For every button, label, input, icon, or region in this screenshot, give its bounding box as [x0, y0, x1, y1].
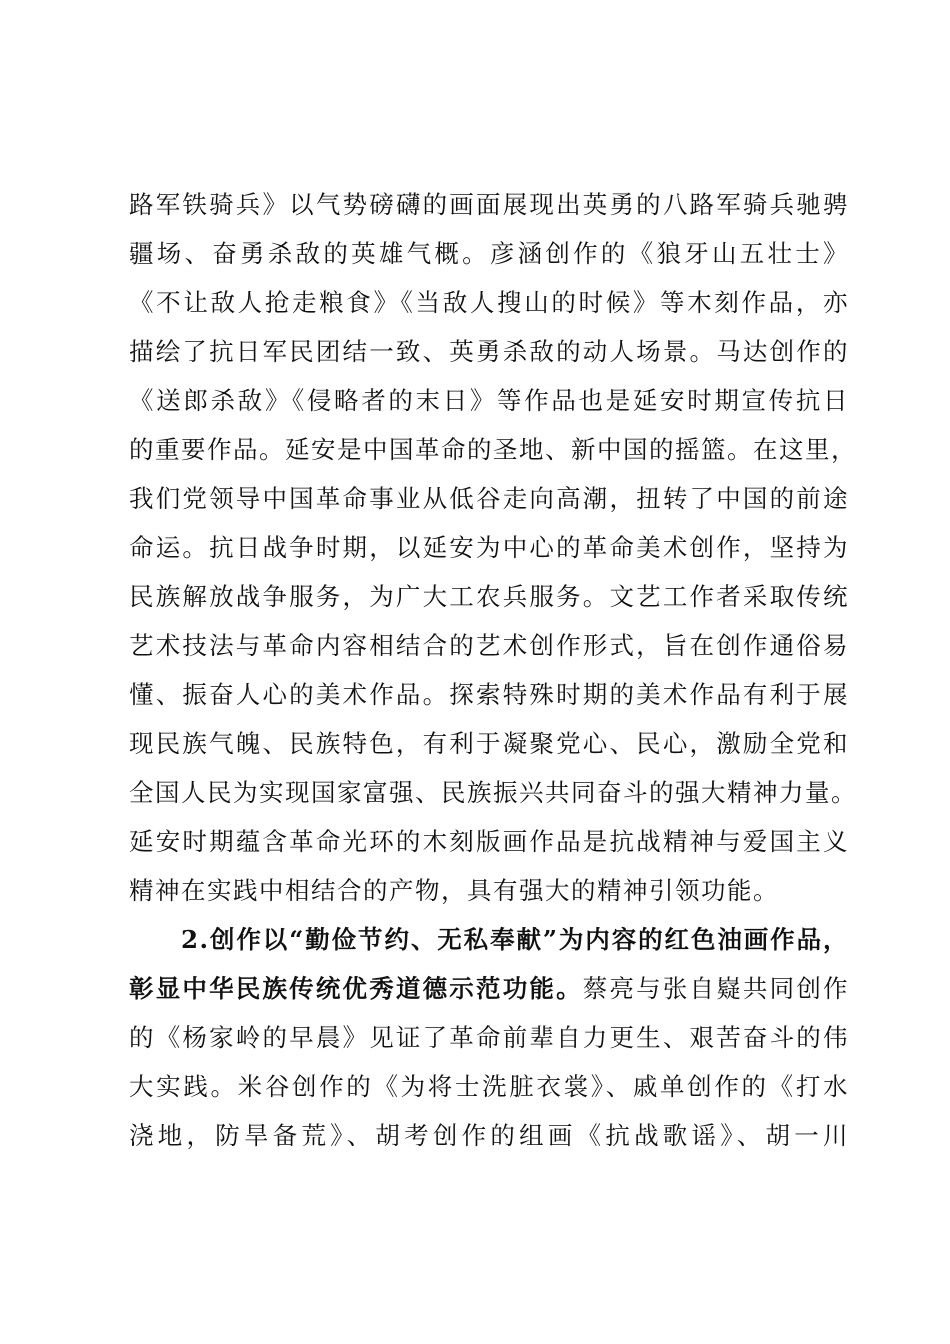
section-heading: 2.创作以“勤俭节约、无私奉献”为内容的红色油画作品，: [181, 925, 849, 954]
paragraph-line: 延安时期蕴含革命光环的木刻版画作品是抗战精神与爱国主义: [129, 827, 849, 856]
paragraph-line: 的《杨家岭的早晨》见证了革命前辈自力更生、艰苦奋斗的伟: [129, 1023, 849, 1052]
paragraph-line: 描绘了抗日军民团结一致、英勇杀敌的动人场景。马达创作的: [129, 337, 849, 366]
paragraph-line: 路军铁骑兵》以气势磅礴的画面展现出英勇的八路军骑兵驰骋: [129, 190, 849, 219]
paragraph-line: 懂、振奋人心的美术作品。探索特殊时期的美术作品有利于展: [129, 680, 849, 709]
paragraph-line: 《不让敌人抢走粮食》《当敌人搜山的时候》等木刻作品，亦: [129, 288, 849, 317]
paragraph-line: 浇地，防旱备荒》、胡考创作的组画《抗战歌谣》、胡一川: [129, 1121, 849, 1150]
paragraph-line: 大实践。米谷创作的《为将士洗脏衣裳》、戚单创作的《打水: [129, 1072, 849, 1101]
paragraph-line: 疆场、奋勇杀敌的英雄气概。彦涵创作的《狼牙山五壮士》: [129, 239, 849, 268]
paragraph-line: 《送郎杀敌》《侵略者的末日》等作品也是延安时期宣传抗日: [129, 386, 849, 415]
paragraph-line: 命运。抗日战争时期，以延安为中心的革命美术创作，坚持为: [129, 533, 849, 562]
paragraph-line: 艺术技法与革命内容相结合的艺术创作形式，旨在创作通俗易: [129, 631, 849, 660]
paragraph-line: 全国人民为实现国家富强、民族振兴共同奋斗的强大精神力量。: [129, 778, 857, 807]
heading-normal-text: 蔡亮与张自嶷共同创作: [582, 974, 850, 1003]
paragraph-line: 民族解放战争服务，为广大工农兵服务。文艺工作者采取传统: [129, 582, 849, 611]
paragraph-line: 精神在实践中相结合的产物，具有强大的精神引领功能。: [129, 876, 779, 905]
paragraph-line: 现民族气魄、民族特色，有利于凝聚党心、民心，激励全党和: [129, 729, 849, 758]
paragraph-line: 的重要作品。延安是中国革命的圣地、新中国的摇篮。在这里，: [129, 435, 857, 464]
body-text: [129, 180, 857, 1160]
paragraph-line: 我们党领导中国革命事业从低谷走向高潮，扭转了中国的前途: [129, 484, 849, 513]
section-heading-continued: [129, 964, 849, 1013]
heading-bold-text: 彰显中华民族传统优秀道德示范功能。: [129, 974, 583, 1003]
